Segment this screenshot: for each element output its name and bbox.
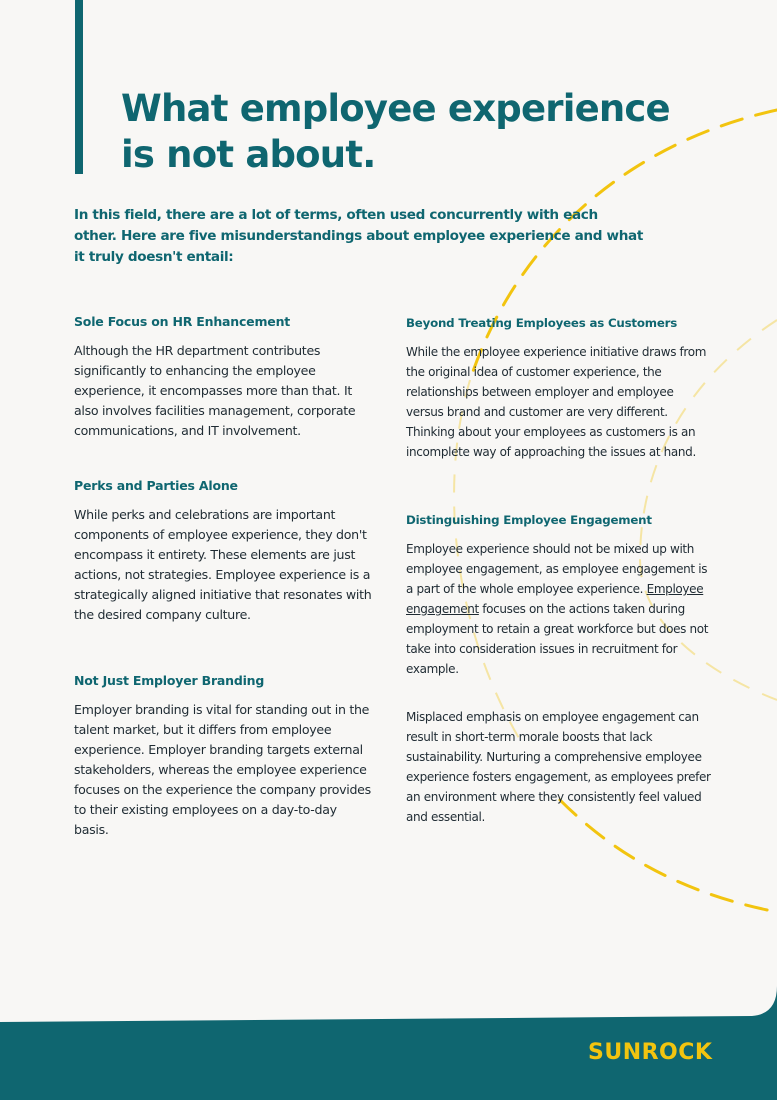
section-body: Employer branding is vital for standing out in the talent market, but it differs from employee experience. Employer branding targets external stakeholders, whereas the employee experience focuses on the experience the company provides to their existing employees on a day-to-day basis. (74, 702, 371, 837)
sunrock-logo: SUNROCK (588, 1040, 713, 1065)
body-text-before-link: Employee experience should not be mixed up with employee engagement, as employee engagement is a part of the whole employee experience. (406, 542, 708, 596)
section-body: While perks and celebrations are important components of employee experience, they don't encompass it entirety. These elements are just actions, not strategies. Employee experience is a strategically aligned initiative that resonates with the desired company culture. (74, 507, 372, 622)
section-heading: Sole Focus on HR Enhancement (74, 314, 291, 329)
section-body: Although the HR department contributes significantly to enhancing the employee experience, it encompasses more than that. It also involves facilities management, corporate communications, and IT involvement. (74, 343, 356, 438)
body-text-after-link: focuses on the actions taken during employment to retain a great workforce but does not take into consideration issues in recruitment for example. (406, 602, 709, 676)
section-employees-customers (406, 315, 714, 462)
section-perks-parties (74, 478, 374, 625)
section-body (406, 539, 714, 679)
title-accent-bar (75, 0, 83, 174)
section-hr-enhancement (74, 314, 374, 441)
section-engagement-followup (406, 707, 714, 827)
section-body: While the employee experience initiative draws from the original idea of customer experience, the relationships between employer and employee versus brand and customer are very different. Thinking about your employees as customers is an incomplete way of approaching the issues at hand. (406, 345, 707, 459)
intro-paragraph: In this field, there are a lot of terms, often used concurrently with each other. Here are five misunderstandings about employee experience and what it truly doesn't entail: (74, 207, 644, 265)
section-employer-branding (74, 673, 374, 840)
section-heading: Beyond Treating Employees as Customers (406, 316, 678, 330)
employee-engagement-link[interactable]: Employee engagement (406, 582, 704, 616)
section-heading: Perks and Parties Alone (74, 478, 238, 493)
section-employee-engagement (406, 512, 714, 679)
page-title: What employee experience is not about. (121, 87, 670, 176)
section-heading: Not Just Employer Branding (74, 673, 265, 688)
section-heading: Distinguishing Employee Engagement (406, 513, 652, 527)
section-body: Misplaced emphasis on employee engagement can result in short-term morale boosts that lack sustainability. Nurturing a comprehensive employee experience fosters engagement, as employees prefer an environment where they consistently feel valued and essential. (406, 710, 711, 824)
